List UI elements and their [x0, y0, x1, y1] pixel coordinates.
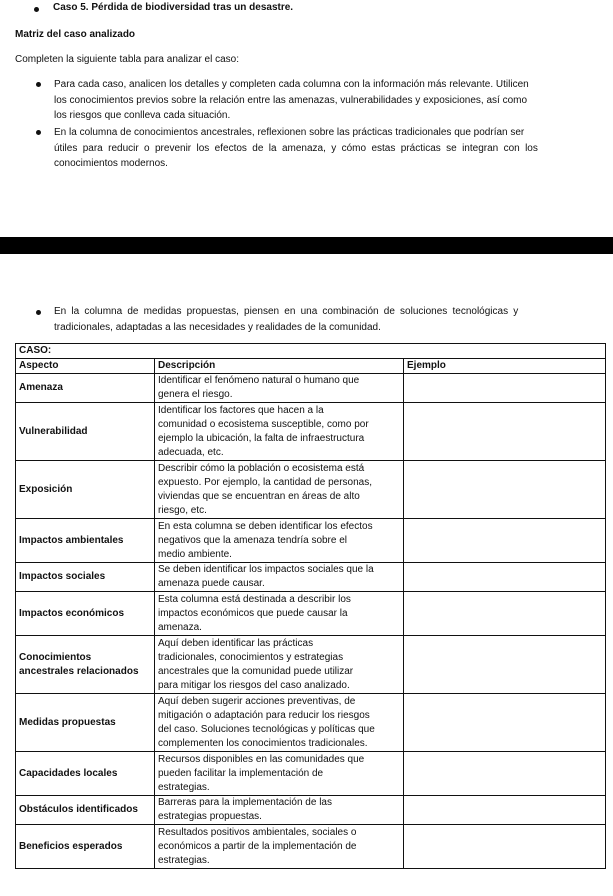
header-ejemplo: Ejemplo [404, 359, 606, 374]
aspect-cell: Impactos sociales [16, 563, 155, 592]
example-cell[interactable] [404, 825, 606, 869]
redaction-bar [0, 237, 613, 254]
bullet-3 [36, 310, 41, 315]
example-cell[interactable] [404, 403, 606, 461]
example-cell[interactable] [404, 592, 606, 636]
bullet-3-text: En la columna de medidas propuestas, piensen en una combinación de soluciones tecnológicas y tradicionales, adaptadas a las necesidades y realidades de la comunidad. [54, 306, 519, 333]
example-cell[interactable] [404, 636, 606, 694]
description-cell: Recursos disponibles en las comunidades que pueden facilitar la implementación de estrategias. [155, 752, 404, 796]
bullet-2-text: En la columna de conocimientos ancestrales, reflexionen sobre las prácticas tradicionales que podrían ser útiles para reducir o prevenir los efectos de la amenaza, y cómo estas prácticas se integran con los conocimientos modernos. [54, 127, 538, 169]
description-cell: Barreras para la implementación de las estrategias propuestas. [155, 796, 404, 825]
aspect-cell: Impactos económicos [16, 592, 155, 636]
example-cell[interactable] [404, 694, 606, 752]
example-cell[interactable] [404, 796, 606, 825]
row-exposicion [16, 461, 606, 519]
description-cell: Resultados positivos ambientales, sociales o económicos a partir de la implementación de estrategias. [155, 825, 404, 869]
aspect-cell: Beneficios esperados [16, 825, 155, 869]
case-matrix-table [15, 343, 606, 869]
example-cell[interactable] [404, 752, 606, 796]
row-obstaculos [16, 796, 606, 825]
example-cell[interactable] [404, 519, 606, 563]
bullet-1 [36, 82, 41, 87]
aspect-cell: Conocimientos ancestrales relacionados [16, 636, 155, 694]
row-vulnerabilidad [16, 403, 606, 461]
example-cell[interactable] [404, 461, 606, 519]
bullet-case [34, 7, 39, 12]
aspect-cell: Capacidades locales [16, 752, 155, 796]
row-impactos-ambientales [16, 519, 606, 563]
description-cell: Identificar el fenómeno natural o humano que genera el riesgo. [155, 374, 404, 403]
row-conocimientos-ancestrales [16, 636, 606, 694]
description-cell: Esta columna está destinada a describir los impactos económicos que puede causar la amenaza. [155, 592, 404, 636]
aspect-cell: Amenaza [16, 374, 155, 403]
description-cell: Aquí deben identificar las prácticas tradicionales, conocimientos y estrategias ancestrales que la comunidad puede utilizar para mitigar los riesgos del caso analizado. [155, 636, 404, 694]
row-capacidades-locales [16, 752, 606, 796]
description-cell: En esta columna se deben identificar los efectos negativos que la amenaza tendría sobre el medio ambiente. [155, 519, 404, 563]
aspect-cell: Obstáculos identificados [16, 796, 155, 825]
aspect-cell: Impactos ambientales [16, 519, 155, 563]
description-cell: Identificar los factores que hacen a la comunidad o ecosistema susceptible, como por ejemplo la ubicación, la falta de infraestructura adecuada, etc. [155, 403, 404, 461]
aspect-cell: Exposición [16, 461, 155, 519]
case-title: Caso 5. Pérdida de biodiversidad tras un desastre. [53, 2, 294, 13]
row-impactos-economicos [16, 592, 606, 636]
header-descripcion: Descripción [155, 359, 404, 374]
row-medidas-propuestas [16, 694, 606, 752]
example-cell[interactable] [404, 563, 606, 592]
section-title: Matriz del caso analizado [15, 29, 136, 40]
example-cell[interactable] [404, 374, 606, 403]
description-cell: Aquí deben sugerir acciones preventivas, de mitigación o adaptación para reducir los riesgos del caso. Soluciones tecnológicas y políticas que complementen los conocimientos tradicionales. [155, 694, 404, 752]
description-cell: Se deben identificar los impactos sociales que la amenaza puede causar. [155, 563, 404, 592]
header-aspecto: Aspecto [16, 359, 155, 374]
bullet-1-text: Para cada caso, analicen los detalles y completen cada columna con la información más relevante. Utilicen los conocimientos previos sobre la relación entre las amenazas, vulnerabilidades y exposiciones, así como los riesgos que conlleva cada situación. [54, 79, 529, 121]
aspect-cell: Medidas propuestas [16, 694, 155, 752]
caso-label: CASO: [16, 344, 606, 359]
aspect-cell: Vulnerabilidad [16, 403, 155, 461]
instruction-text: Completen la siguiente tabla para analizar el caso: [15, 54, 240, 65]
bullet-2 [36, 130, 41, 135]
row-impactos-sociales [16, 563, 606, 592]
row-amenaza [16, 374, 606, 403]
row-beneficios [16, 825, 606, 869]
description-cell: Describir cómo la población o ecosistema está expuesto. Por ejemplo, la cantidad de personas, viviendas que se encuentran en áreas de alto riesgo, etc. [155, 461, 404, 519]
